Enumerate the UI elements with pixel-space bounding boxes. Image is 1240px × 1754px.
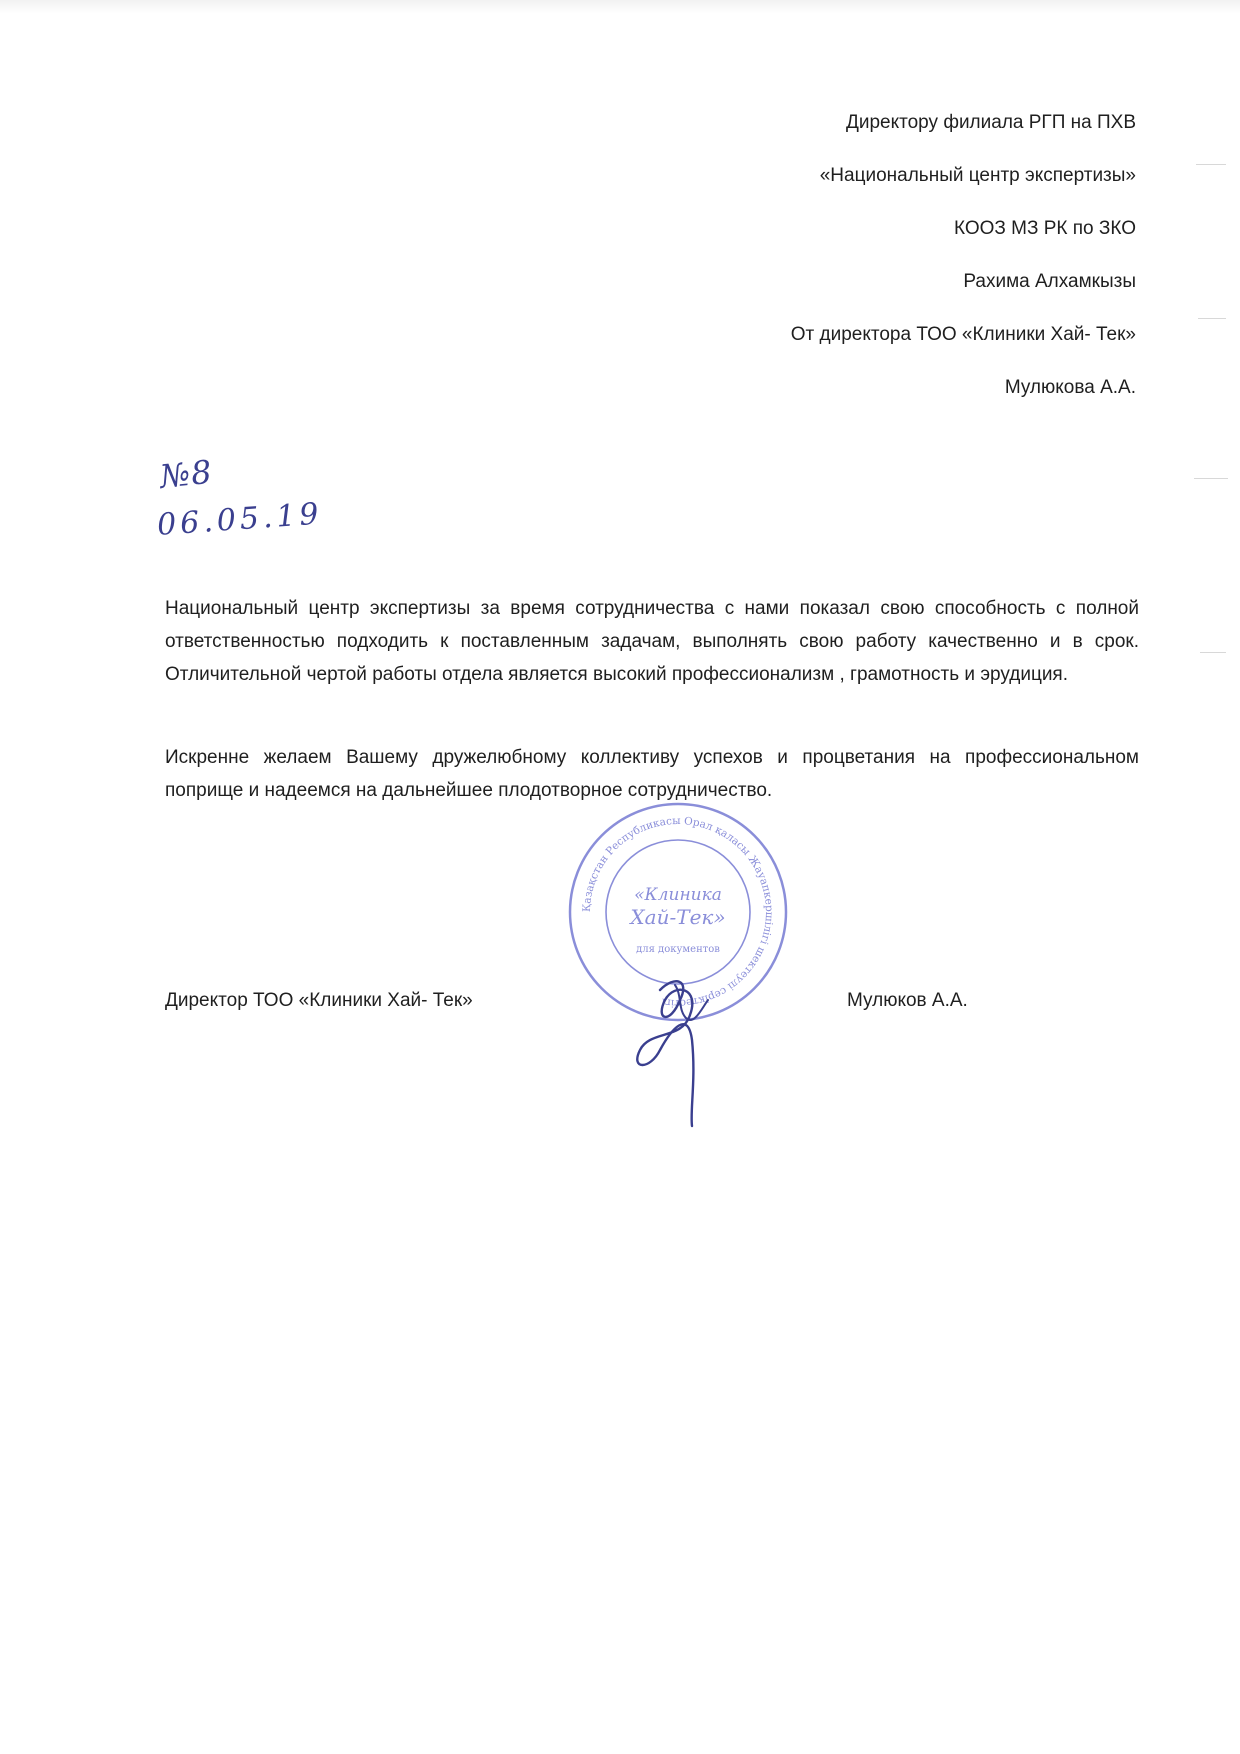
signatory-title: Директор ТОО «Клиники Хай- Тек»	[165, 990, 473, 1011]
body-paragraph-2: Искренне желаем Вашему дружелюбному коллективу успехов и процветания на профессиональном поприще и надеемся на дальнейшее плодотворное сотрудничество.	[165, 747, 1139, 801]
addressee-line: Директору филиала РГП на ПХВ	[845, 112, 1136, 133]
body-paragraph-1: Национальный центр экспертизы за время сотрудничества с нами показал свою способность с полной ответственностью подходить к поставленным задачам, выполнять свою работу качественно и в срок. Отличительной чертой работы отдела является высокий профессионализм , грамотность и эрудиция.	[165, 598, 1139, 685]
scan-edge-mark	[1194, 478, 1228, 479]
registration-number: №8	[158, 452, 215, 496]
registration-date: 06.05.19	[156, 496, 324, 543]
scan-edge-mark	[1198, 318, 1226, 319]
addressee-line: Рахима Алхамкызы	[963, 271, 1136, 292]
stamp-center-line-1: «Клиника	[634, 885, 722, 905]
addressee-line: От директора ТОО «Клиники Хай- Тек»	[790, 324, 1136, 345]
handwritten-signature	[620, 970, 730, 1130]
scan-edge-mark	[1200, 652, 1226, 653]
scan-edge-mark	[1196, 164, 1226, 165]
addressee-block	[436, 112, 1136, 430]
stamp-lower-text: для документов	[636, 944, 720, 955]
addressee-line: «Национальный центр экспертизы»	[819, 165, 1136, 186]
signature-block	[165, 990, 1045, 1020]
stamp-center-line-2: Хай-Тек»	[630, 905, 726, 929]
addressee-line: Мулюкова А.А.	[1004, 377, 1136, 398]
addressee-line: КООЗ МЗ РК по ЗКО	[953, 218, 1136, 239]
stamp-ring-text: Қазақстан Республикасы Орал қаласы Жауапкершілігі шектеулі серіктестігі	[580, 814, 776, 1010]
signatory-name: Мулюков А.А.	[847, 990, 968, 1011]
